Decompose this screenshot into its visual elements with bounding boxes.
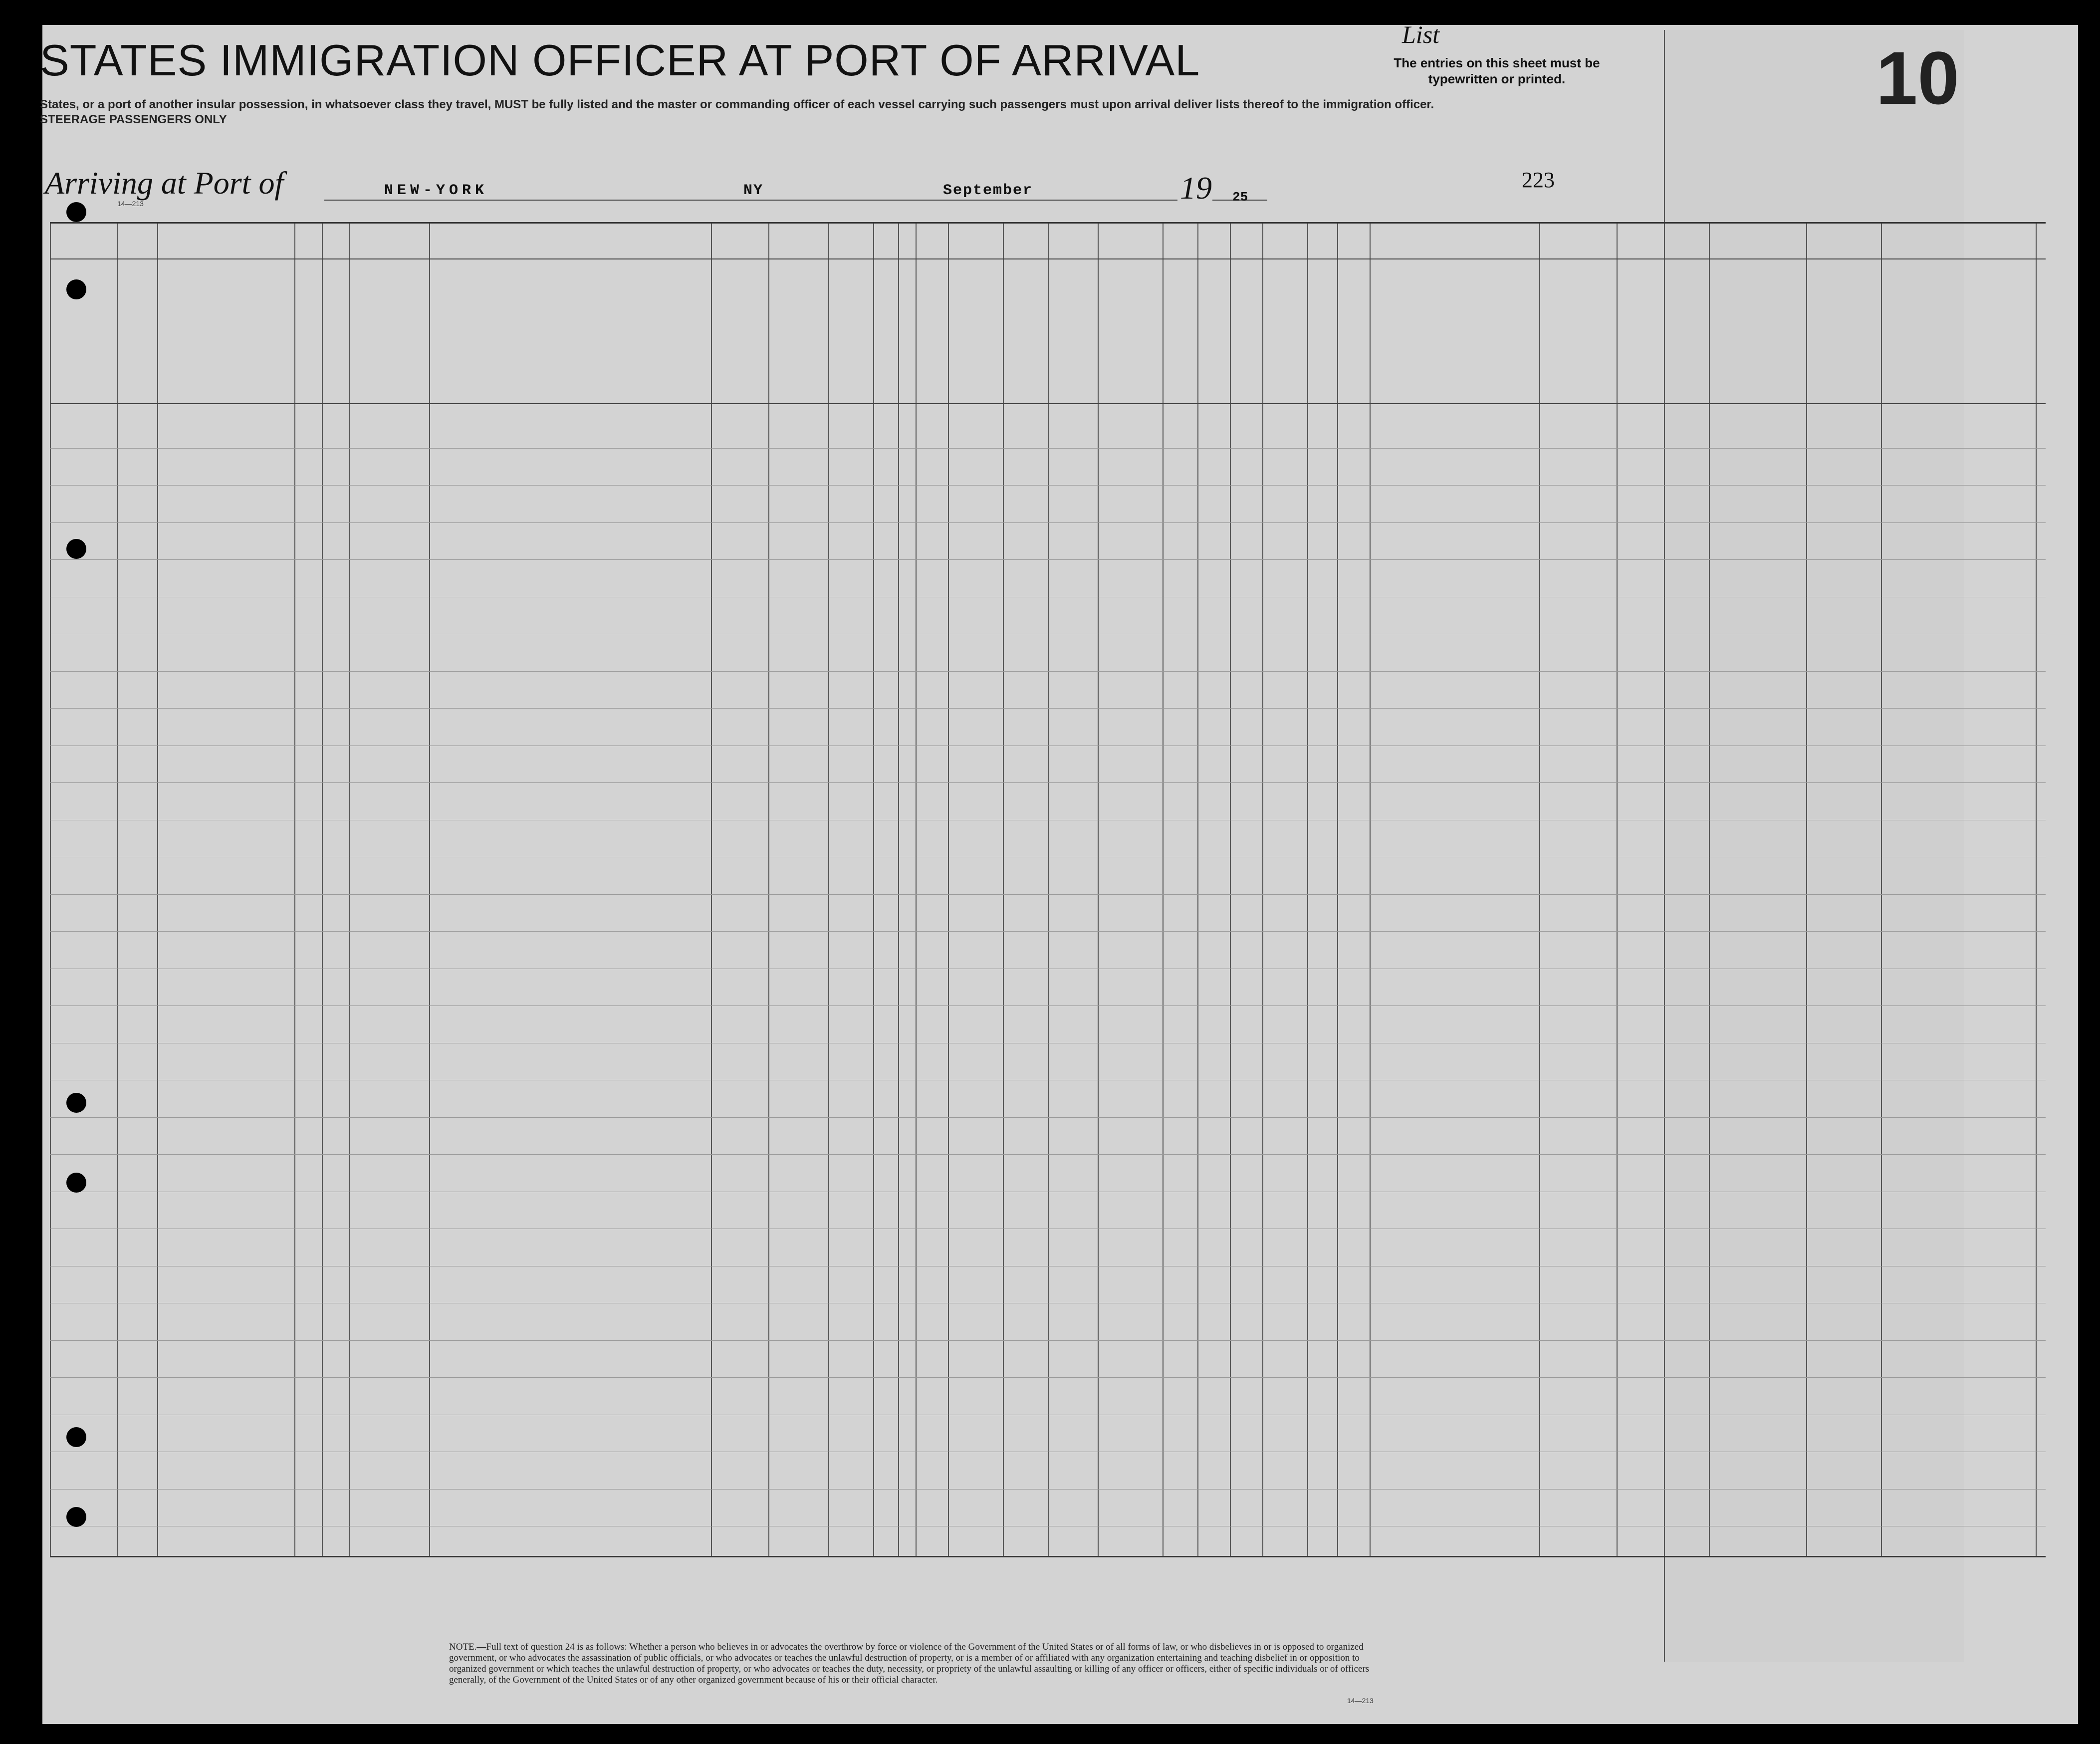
row-divider — [50, 1005, 2046, 1006]
column-divider — [1307, 224, 1308, 1556]
row-divider — [50, 559, 2046, 560]
row-divider — [50, 448, 2046, 449]
column-divider — [1370, 224, 1371, 1556]
column-divider — [1230, 224, 1231, 1556]
column-divider — [711, 224, 712, 1556]
page-title: STATES IMMIGRATION OFFICER AT PORT OF ARRIVAL — [40, 35, 1200, 85]
footer-code: 14—213 — [1347, 1697, 1374, 1705]
column-divider — [1048, 224, 1049, 1556]
row-divider — [50, 1377, 2046, 1378]
row-divider — [50, 522, 2046, 523]
binder-hole — [66, 1507, 86, 1527]
column-divider — [768, 224, 769, 1556]
page-stamp: 223 — [1522, 168, 1555, 192]
column-divider — [157, 224, 158, 1556]
row-divider — [50, 931, 2046, 932]
binder-hole — [66, 1093, 86, 1113]
row-divider — [50, 894, 2046, 895]
row-divider — [50, 1340, 2046, 1341]
steerage-label: STEERAGE PASSENGERS ONLY — [40, 113, 227, 126]
column-divider — [1709, 224, 1710, 1556]
month-value: September — [943, 182, 1033, 199]
column-divider — [1881, 224, 1882, 1556]
column-divider — [873, 224, 874, 1556]
sheet-number: 10 — [1876, 36, 1959, 120]
column-divider — [1163, 224, 1164, 1556]
header-bottom-divider — [50, 403, 2046, 404]
binder-hole — [66, 1427, 86, 1447]
binder-hole — [66, 202, 86, 222]
manifest-table — [50, 222, 2046, 1557]
column-divider — [1003, 224, 1004, 1556]
column-divider — [948, 224, 949, 1556]
state-value: NY — [743, 182, 764, 199]
column-divider — [50, 224, 51, 1556]
column-divider — [916, 224, 917, 1556]
row-divider — [50, 671, 2046, 672]
row-divider — [50, 1154, 2046, 1155]
row-divider — [50, 1489, 2046, 1490]
subtitle-text: States, or a port of another insular possession, in whatsoever class they travel, MUST be fully listed and the master or commanding officer of each vessel carrying such passengers must upon arrival deliver lists thereof to the immigration officer. — [40, 98, 1434, 111]
port-underline — [324, 200, 1033, 201]
column-divider — [1617, 224, 1618, 1556]
row-divider — [50, 708, 2046, 709]
binder-hole — [66, 539, 86, 559]
column-divider — [429, 224, 430, 1556]
port-value: NEW-YORK — [384, 182, 488, 199]
row-divider — [50, 1117, 2046, 1118]
header-number-row-divider — [50, 258, 2046, 259]
column-divider — [1806, 224, 1807, 1556]
date-underline — [928, 200, 1177, 201]
column-divider — [898, 224, 899, 1556]
binder-hole — [66, 1173, 86, 1193]
column-divider — [1337, 224, 1338, 1556]
form-code: 14—213 — [117, 200, 144, 208]
column-divider — [322, 224, 323, 1556]
column-divider — [1098, 224, 1099, 1556]
column-divider — [1664, 224, 1665, 1556]
column-divider — [117, 224, 118, 1556]
binder-hole — [66, 279, 86, 299]
arriving-label: Arriving at Port of — [45, 165, 284, 201]
row-divider — [50, 782, 2046, 783]
year-prefix: 19 — [1180, 170, 1212, 206]
page-subtitle — [40, 97, 1512, 127]
column-divider — [1262, 224, 1263, 1556]
column-divider — [828, 224, 829, 1556]
list-label: List — [1402, 20, 1440, 48]
column-divider — [349, 224, 350, 1556]
year-suffix: 25 — [1232, 190, 1248, 205]
entries-note: The entries on this sheet must be typewritten or printed. — [1394, 55, 1600, 86]
column-divider — [294, 224, 295, 1556]
footnote: NOTE.—Full text of question 24 is as follows: Whether a person who believes in or advocates the overthrow by force or violence of the Government of the United States or of all forms of law, or who disbelieves in or is opposed to organized government, or who advocates the assassination of public officials, or who advocates or teaches the unlawful destruction of property, or is a member of or affiliated with any organization entertaining and teaching disbelief in or opposition to organized government or which teaches the unlawful destruction of property, or who advocates or teaches the duty, necessity, or propriety of the unlawful assaulting or killing of any officer or officers, either of specific individuals or of officers generally, of the Government of the United States or of any other organized government because of his or their official character. — [449, 1642, 1370, 1685]
column-divider — [1539, 224, 1540, 1556]
row-divider — [50, 485, 2046, 486]
column-divider — [1197, 224, 1198, 1556]
column-divider — [2036, 224, 2037, 1556]
